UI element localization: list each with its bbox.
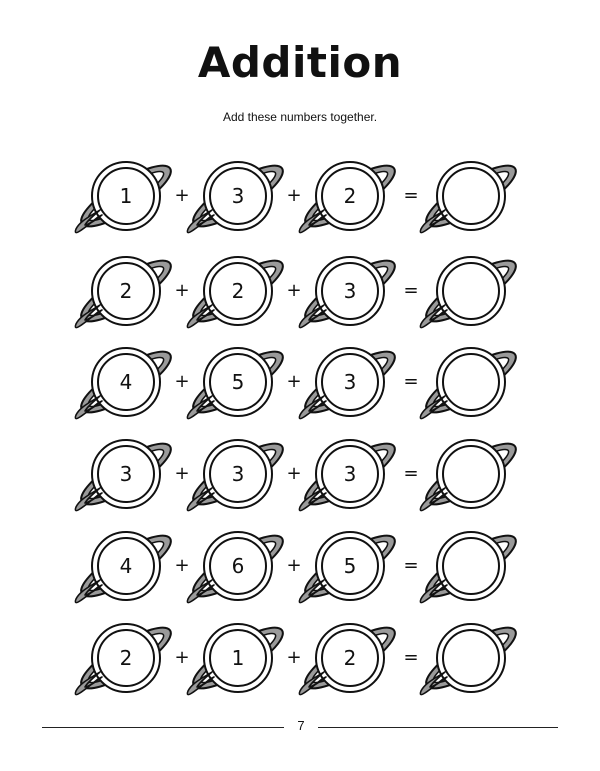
answer-planet: [416, 151, 526, 241]
addend-number: 2: [119, 279, 133, 303]
footer-divider-left: [42, 727, 284, 728]
plus-sign: +: [174, 280, 190, 301]
addend-planet-2: [183, 613, 293, 703]
answer-input[interactable]: [448, 166, 494, 226]
addend-planet-3: [295, 613, 405, 703]
addend-number: 3: [231, 184, 245, 208]
addend-number: 3: [231, 462, 245, 486]
addend-planet-1: [71, 337, 181, 427]
addend-planet-2: [183, 246, 293, 336]
plus-sign: +: [174, 185, 190, 206]
equals-sign: =: [403, 280, 419, 301]
plus-sign: +: [174, 371, 190, 392]
footer-divider-right: [318, 727, 558, 728]
problem-row: [0, 521, 600, 611]
page-number: 7: [297, 718, 305, 733]
plus-sign: +: [174, 463, 190, 484]
addend-number: 4: [119, 370, 133, 394]
addend-planet-1: [71, 151, 181, 241]
addend-planet-3: [295, 246, 405, 336]
addend-number: 2: [231, 279, 245, 303]
answer-input[interactable]: [448, 536, 494, 596]
addend-number: 4: [119, 554, 133, 578]
addend-number: 2: [343, 184, 357, 208]
addend-planet-3: [295, 151, 405, 241]
problem-row: [0, 246, 600, 336]
answer-planet: [416, 429, 526, 519]
plus-sign: +: [174, 555, 190, 576]
addend-planet-1: [71, 429, 181, 519]
addend-number: 2: [343, 646, 357, 670]
plus-sign: +: [286, 280, 302, 301]
equals-sign: =: [403, 555, 419, 576]
problem-row: [0, 429, 600, 519]
answer-planet: [416, 337, 526, 427]
addend-planet-2: [183, 429, 293, 519]
addend-number: 3: [343, 462, 357, 486]
addend-planet-2: [183, 337, 293, 427]
addend-planet-3: [295, 429, 405, 519]
plus-sign: +: [286, 555, 302, 576]
problem-row: [0, 337, 600, 427]
plus-sign: +: [286, 371, 302, 392]
addend-number: 5: [231, 370, 245, 394]
problem-row: [0, 613, 600, 703]
addend-number: 6: [231, 554, 245, 578]
addend-number: 5: [343, 554, 357, 578]
addend-planet-1: [71, 246, 181, 336]
addend-number: 3: [343, 370, 357, 394]
answer-planet: [416, 246, 526, 336]
plus-sign: +: [174, 647, 190, 668]
answer-planet: [416, 613, 526, 703]
addend-number: 1: [231, 646, 245, 670]
addend-planet-1: [71, 613, 181, 703]
equals-sign: =: [403, 463, 419, 484]
plus-sign: +: [286, 463, 302, 484]
plus-sign: +: [286, 647, 302, 668]
addend-planet-2: [183, 151, 293, 241]
equals-sign: =: [403, 185, 419, 206]
problem-row: [0, 151, 600, 241]
equals-sign: =: [403, 647, 419, 668]
addend-planet-1: [71, 521, 181, 611]
addend-number: 3: [343, 279, 357, 303]
answer-input[interactable]: [448, 628, 494, 688]
page-title: Addition: [197, 38, 403, 87]
answer-input[interactable]: [448, 444, 494, 504]
instructions: Add these numbers together.: [222, 110, 378, 124]
addend-number: 1: [119, 184, 133, 208]
answer-input[interactable]: [448, 352, 494, 412]
addend-number: 2: [119, 646, 133, 670]
addend-planet-3: [295, 337, 405, 427]
answer-input[interactable]: [448, 261, 494, 321]
addend-planet-3: [295, 521, 405, 611]
equals-sign: =: [403, 371, 419, 392]
plus-sign: +: [286, 185, 302, 206]
addend-number: 3: [119, 462, 133, 486]
addend-planet-2: [183, 521, 293, 611]
answer-planet: [416, 521, 526, 611]
